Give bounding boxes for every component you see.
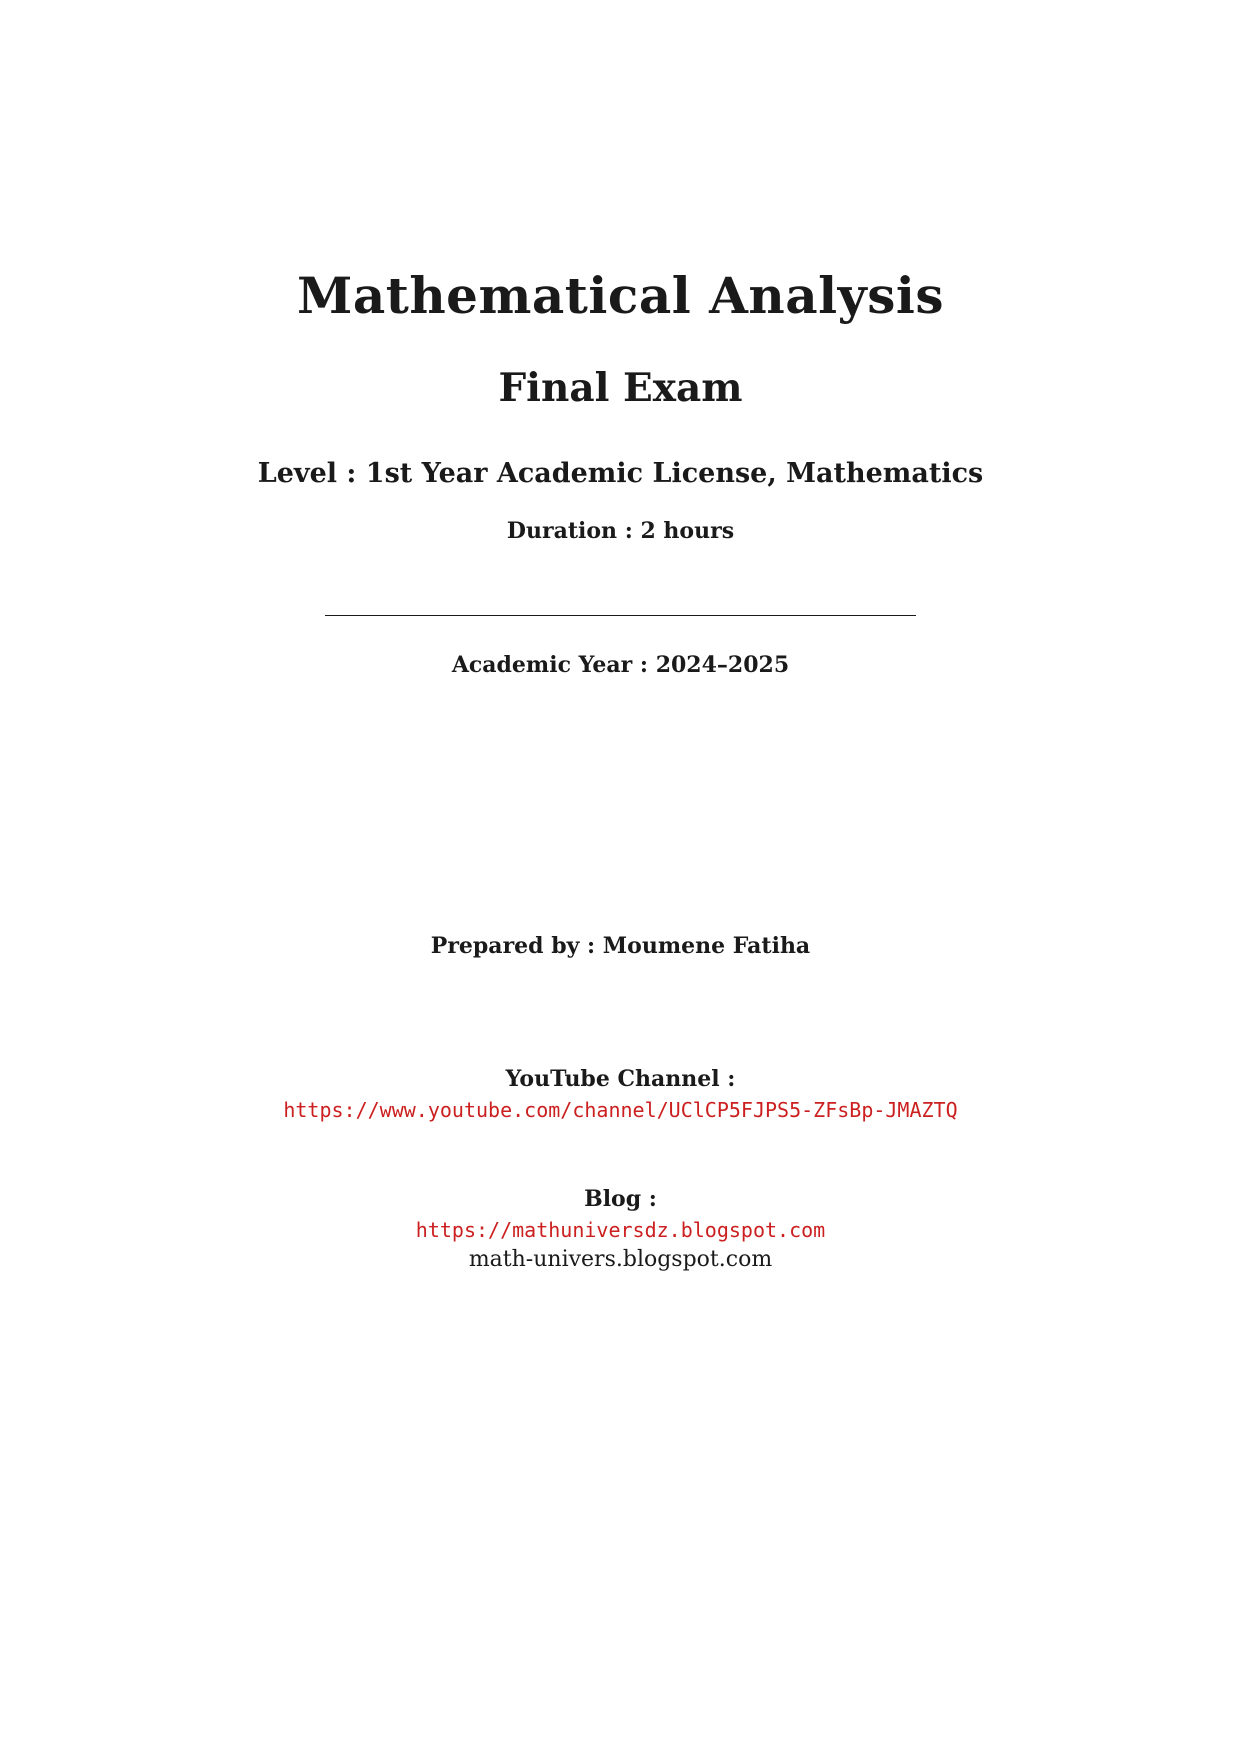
- level-line: Level : 1st Year Academic License, Mathematics: [257, 458, 984, 489]
- academic-year-line: Academic Year : 2024–2025: [451, 652, 790, 678]
- blog-link[interactable]: https://mathuniversdz.blogspot.com: [415, 1218, 826, 1242]
- blog-label: Blog :: [584, 1186, 657, 1212]
- blog-url-container: [0, 1220, 1241, 1240]
- duration-line: Duration : 2 hours: [506, 518, 735, 544]
- youtube-link[interactable]: https://www.youtube.com/channel/UClCP5FJPS5-ZFsBp-JMAZTQ: [283, 1098, 958, 1122]
- blog-alt-address: math-univers.blogspot.com: [468, 1247, 773, 1272]
- exam-subtitle: Final Exam: [498, 365, 743, 411]
- document-title: Mathematical Analysis: [296, 266, 945, 325]
- youtube-url-container: [0, 1100, 1241, 1120]
- prepared-by-line: Prepared by : Moumene Fatiha: [430, 933, 811, 959]
- horizontal-divider: [325, 615, 916, 616]
- youtube-label: YouTube Channel :: [505, 1066, 736, 1092]
